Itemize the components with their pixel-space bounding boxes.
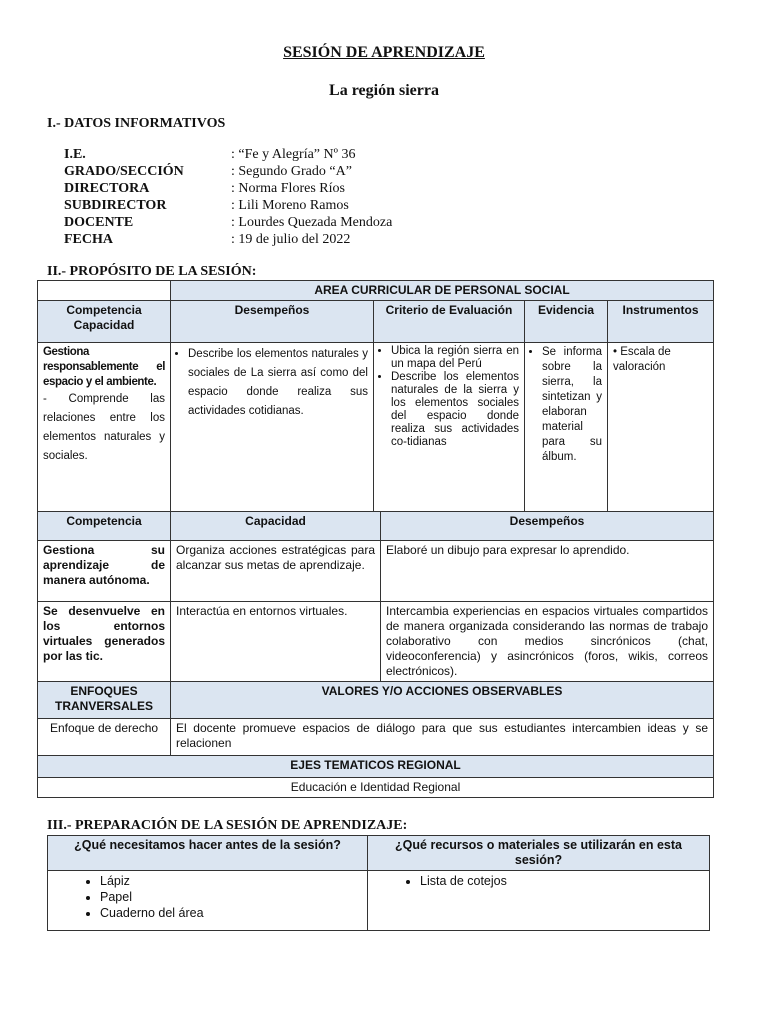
header-evidencia: Evidencia — [525, 301, 608, 343]
enfoques-header: ENFOQUES TRANVERSALES — [38, 682, 171, 719]
section-proposito: II.- PROPÓSITO DE LA SESIÓN: — [47, 264, 257, 279]
before-session-list-cell — [48, 871, 368, 931]
list-item: • Lista de cotejos — [420, 874, 704, 889]
section-datos-informativos: I.- DATOS INFORMATIVOS — [47, 116, 226, 131]
header-instrumentos: Instrumentos — [608, 301, 714, 343]
instrumento-cell — [608, 343, 714, 512]
ejes-header: EJES TEMATICOS REGIONAL — [38, 756, 714, 778]
header-criterio: Criterio de Evaluación — [374, 301, 525, 343]
desempeno-cell — [171, 343, 374, 512]
evidencia-item: • Se informa sobre la sierra, la sintetizan y elaboran material para su álbum. — [542, 345, 602, 465]
list-item: • Cuaderno del área — [100, 906, 362, 921]
competencia-cell: Se desenvuelve en los entornos virtuales generados por las tic. — [38, 602, 171, 682]
info-row: SUBDIRECTOR : Lili Moreno Ramos — [64, 198, 349, 213]
resources-list-cell — [368, 871, 710, 931]
enfoque-cell: Enfoque de derecho — [38, 719, 171, 756]
preparacion-table — [47, 835, 710, 931]
list-item: • Lápiz — [100, 874, 362, 889]
valor-cell: El docente promueve espacios de diálogo para que sus estudiantes intercambien ideas y se relacionen — [171, 719, 714, 756]
list-item: • Papel — [100, 890, 362, 905]
criterio-item: • Describe los elementos naturales de la sierra y los elementos sociales del espacio donde realiza sus actividades co-tidianas — [391, 371, 519, 449]
capacidad-text: - Comprende las relaciones entre los elementos naturales y sociales. — [43, 393, 165, 462]
eje-cell: Educación e Identidad Regional — [38, 778, 714, 798]
competencia-cell: Gestiona su aprendizaje de manera autónoma. — [38, 541, 171, 602]
header-competencia-capacidad: Competencia Capacidad — [38, 301, 171, 343]
section-preparacion: III.- PREPARACIÓN DE LA SESIÓN DE APRENDIZAJE: — [47, 818, 408, 833]
competencia-title: Gestiona responsablemente el espacio y el ambiente. — [43, 346, 165, 388]
subheader-desempenos: Desempeños — [381, 512, 714, 541]
desempeno-cell: Elaboré un dibujo para expresar lo aprendido. — [381, 541, 714, 602]
desempeno-cell: Intercambia experiencias en espacios virtuales compartidos de manera organizada considerando las normas de trabajo colaborativo con medios sincrónicos (chat, videoconferencia) y asincrónicos (foros, wikis, correos electrónicos). — [381, 602, 714, 682]
question-resources: ¿Qué recursos o materiales se utilizarán en esta sesión? — [368, 836, 710, 871]
desempeno-item: • Describe los elementos naturales y sociales de La sierra así como del espacio donde realiza sus actividades cotidianas. — [188, 345, 368, 421]
instrumento-item: • Escala de valoración — [613, 346, 671, 373]
criterio-item: • Ubica la región sierra en un mapa del Perú — [391, 345, 519, 371]
info-row: GRADO/SECCIÓN : Segundo Grado “A” — [64, 164, 352, 179]
capacidad-cell: Interactúa en entornos virtuales. — [171, 602, 381, 682]
document-title: SESIÓN DE APRENDIZAJE — [283, 44, 485, 61]
info-block — [64, 146, 392, 248]
competencia-cell — [38, 343, 171, 512]
info-row: DOCENTE : Lourdes Quezada Mendoza — [64, 215, 393, 230]
info-row: DIRECTORA : Norma Flores Ríos — [64, 181, 345, 196]
subheader-competencia: Competencia — [38, 512, 171, 541]
subheader-capacidad: Capacidad — [171, 512, 381, 541]
criterio-cell — [374, 343, 525, 512]
header-desempenos: Desempeños — [171, 301, 374, 343]
valores-header: VALORES Y/O ACCIONES OBSERVABLES — [171, 682, 714, 719]
evidencia-cell — [525, 343, 608, 512]
info-row: FECHA : 19 de julio del 2022 — [64, 232, 351, 247]
area-curricular-header: AREA CURRICULAR DE PERSONAL SOCIAL — [171, 281, 714, 301]
info-row: I.E. : “Fe y Alegría” Nº 36 — [64, 147, 356, 162]
document-subtitle: La región sierra — [329, 82, 439, 99]
proposito-table — [37, 280, 714, 798]
question-before-session: ¿Qué necesitamos hacer antes de la sesión? — [48, 836, 368, 871]
capacidad-cell: Organiza acciones estratégicas para alcanzar sus metas de aprendizaje. — [171, 541, 381, 602]
